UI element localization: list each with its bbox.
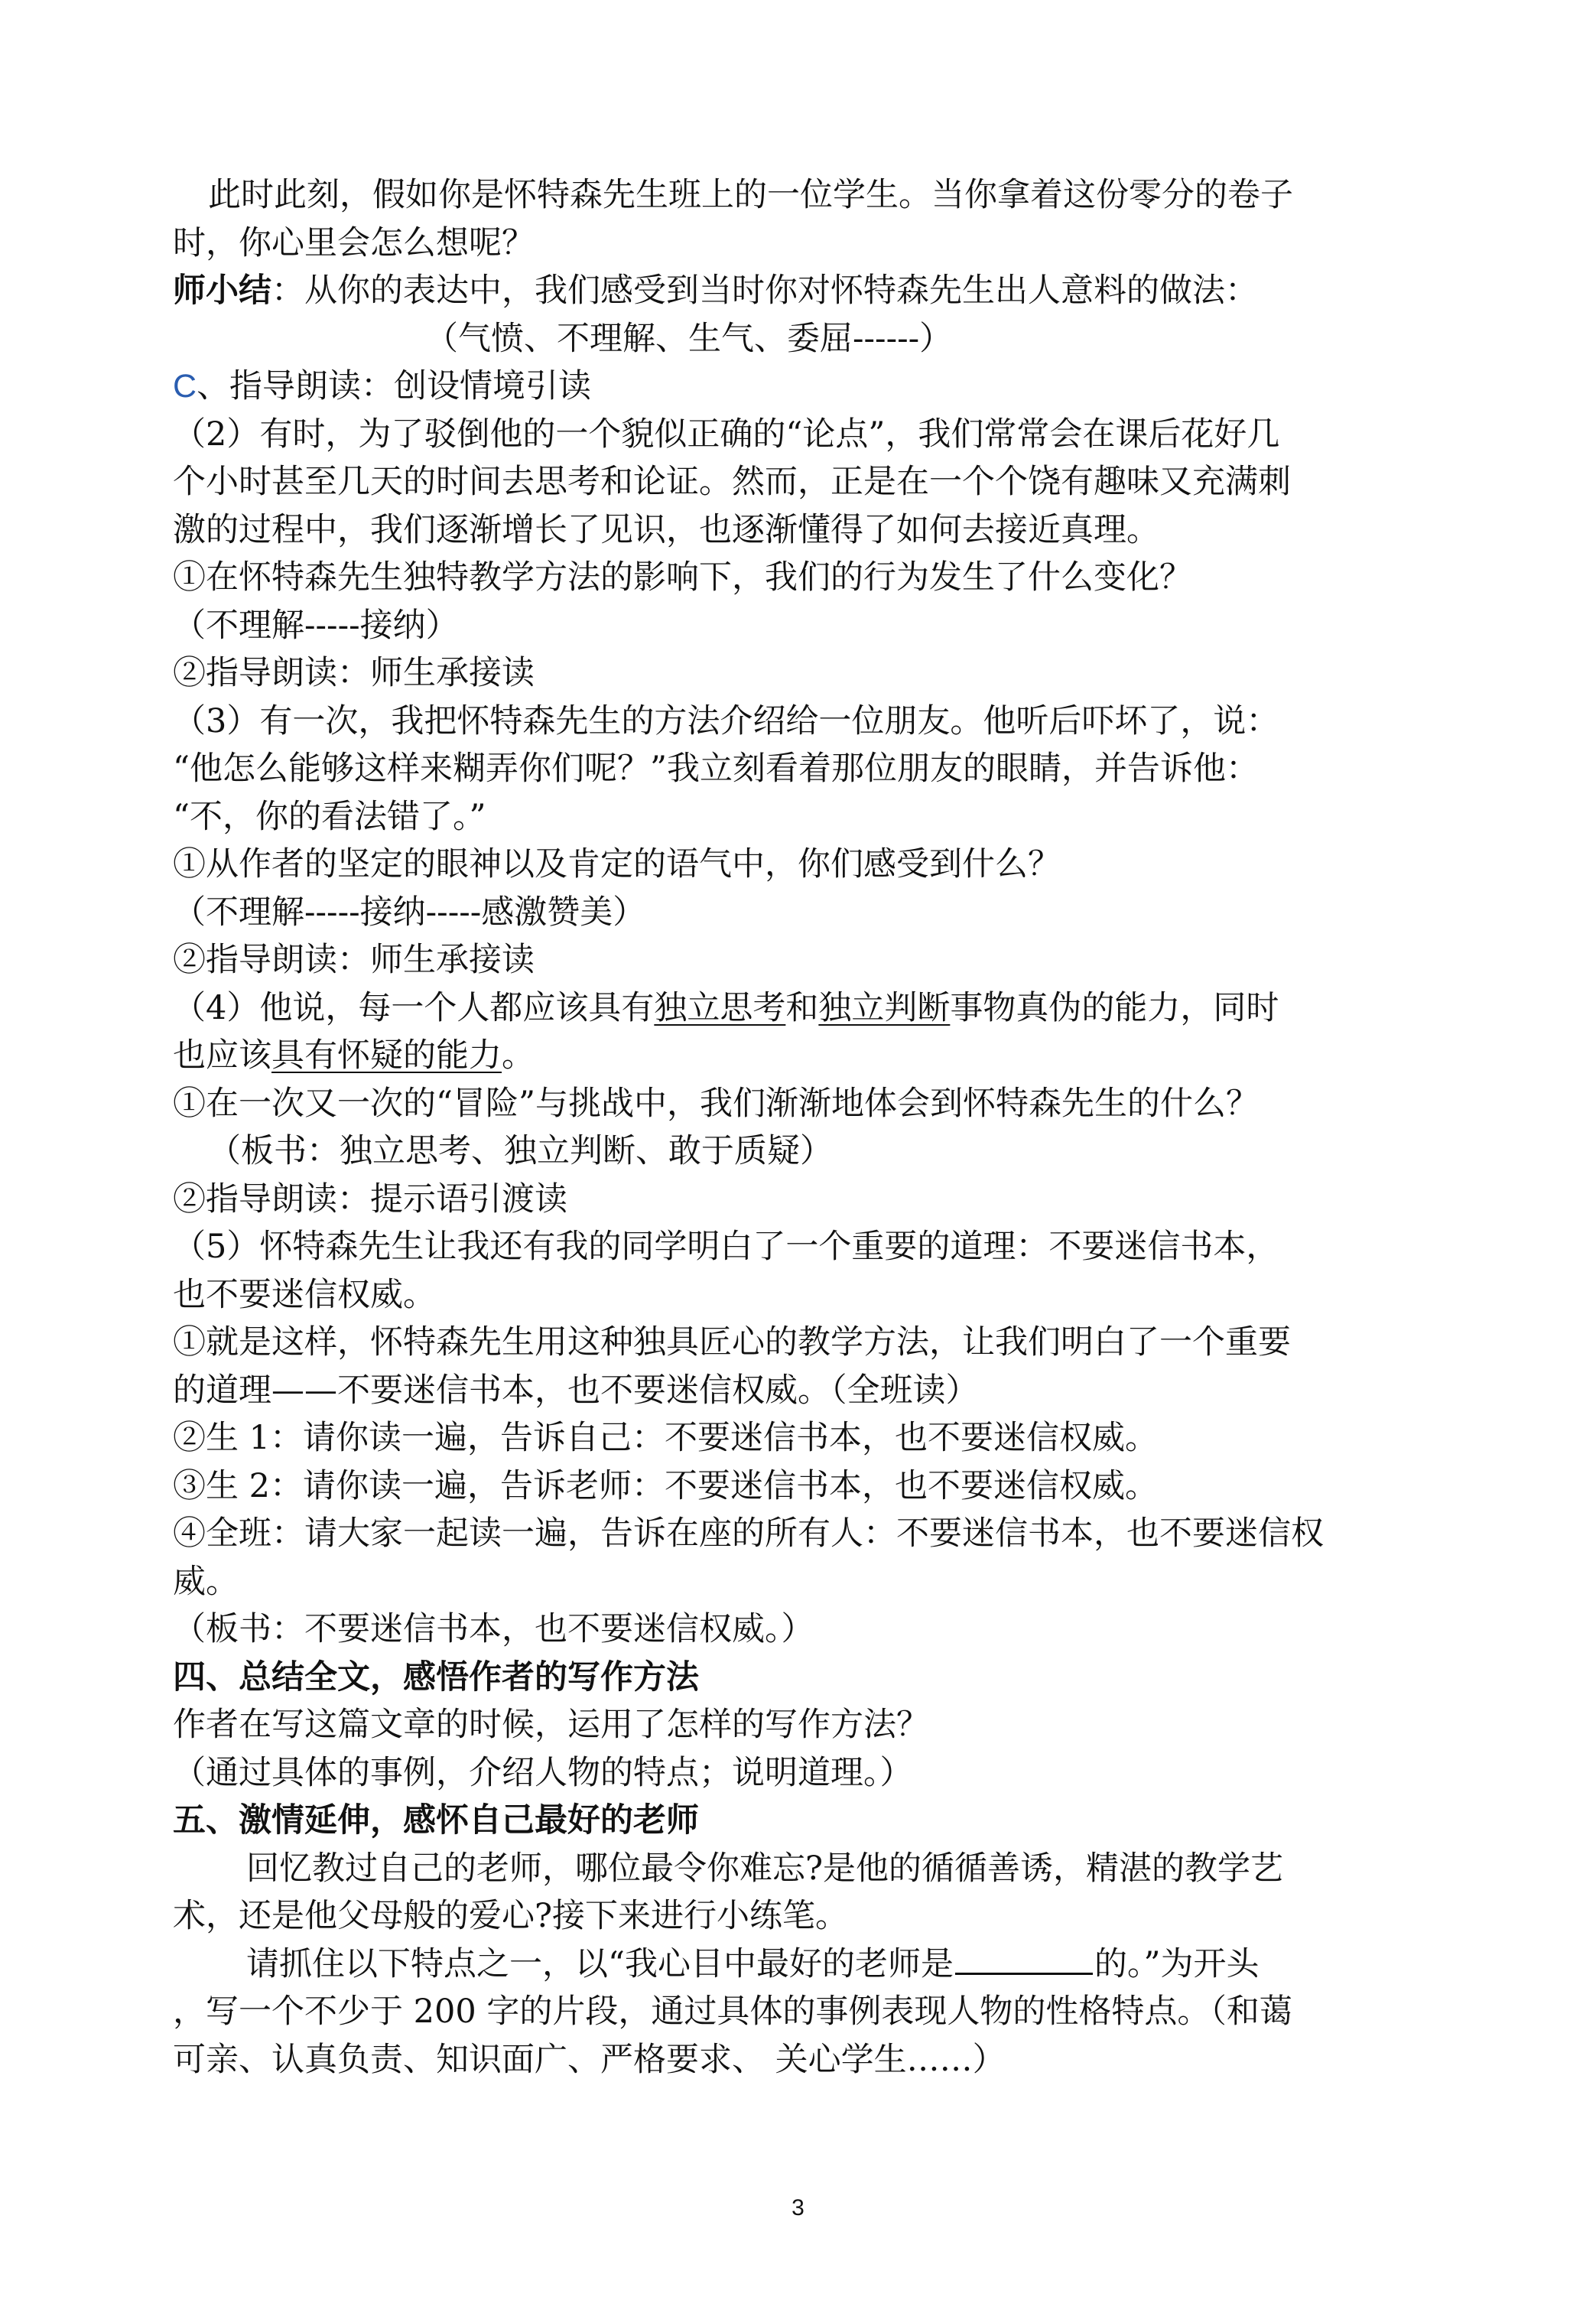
paragraph-line: 回忆教过自己的老师，哪位最令你难忘?是他的循循善诱，精湛的教学艺 [246, 1849, 1284, 1888]
paragraph-line [173, 984, 1427, 1033]
reading-line: ③生 2：请你读一遍，告诉老师：不要迷信书本，也不要迷信权威。 [173, 1466, 1159, 1505]
paragraph-line: （2）有时，为了驳倒他的一个貌似正确的“论点”，我们常常会在课后花好几 [173, 415, 1280, 454]
answer-line: （不理解-----接纳-----感激赞美） [173, 893, 646, 932]
answer-line: （不理解-----接纳） [173, 606, 459, 645]
blackboard-note: （板书：不要迷信书本，也不要迷信权威。） [173, 1610, 814, 1648]
text-segment: 请抓住以下特点之一，以“我心目中最好的老师是 [246, 1944, 954, 1983]
paragraph-line: 激的过程中，我们逐渐增长了见识，也逐渐懂得了如何去接近真理。 [173, 510, 1159, 549]
text-segment: 事物真伪的能力，同时 [950, 988, 1279, 1027]
answer-line: （通过具体的事例，介绍人物的特点；说明道理。） [173, 1753, 913, 1792]
underlined-phrase: 独立思考 [654, 988, 786, 1027]
paragraph-line: 术，还是他父母般的爱心?接下来进行小练笔。 [173, 1897, 849, 1935]
teacher-summary-text: ：从你的表达中，我们感受到当时你对怀特森先生出人意料的做法： [271, 272, 1258, 310]
paragraph-line: ，写一个不少于 200 字的片段，通过具体的事例表现人物的性格特点。（和蔼 [173, 1993, 1292, 2031]
teacher-summary-label: 师小结 [173, 272, 271, 310]
page-number: 3 [791, 2195, 805, 2220]
paragraph-line [173, 1032, 1427, 1080]
paragraph-line: 个小时甚至几天的时间去思考和论证。然而，正是在一个个饶有趣味又充满刺 [173, 463, 1291, 501]
fill-in-blank [955, 1942, 1093, 1975]
text-segment: 和 [785, 988, 819, 1027]
reading-guide-line: ②指导朗读：师生承接读 [173, 654, 535, 692]
blackboard-note: （板书：独立思考、独立判断、敢于质疑） [208, 1132, 833, 1170]
reading-line: ②生 1：请你读一遍，告诉自己：不要迷信书本，也不要迷信权威。 [173, 1419, 1159, 1457]
reading-line: 威。 [173, 1562, 239, 1601]
underlined-phrase: 独立判断 [818, 988, 951, 1027]
question-line: ①在一次又一次的“冒险”与挑战中，我们渐渐地体会到怀特森先生的什么？ [173, 1084, 1259, 1123]
paragraph-line: “不，你的看法错了。” [173, 797, 486, 836]
paragraph-line: 此时此刻，假如你是怀特森先生班上的一位学生。当你拿着这份零分的卷子 [208, 176, 1293, 214]
section-five-heading: 五、激情延伸，感怀自己最好的老师 [173, 1801, 699, 1840]
lesson-plan-body [173, 171, 1427, 2084]
paragraph-line: 也不要迷信权威。 [173, 1275, 436, 1314]
section-c-title: 、指导朗读：创设情境引读 [197, 367, 592, 405]
teacher-summary-line [173, 267, 1427, 315]
paragraph-line: 可亲、认真负责、知识面广、严格要求、 关心学生……） [173, 2040, 1006, 2079]
question-line: ①从作者的坚定的眼神以及肯定的语气中，你们感受到什么？ [173, 845, 1061, 883]
paragraph-line: （3）有一次，我把怀特森先生的方法介绍给一位朋友。他听后吓坏了，说： [173, 701, 1279, 740]
question-line: 作者在写这篇文章的时候，运用了怎样的写作方法？ [173, 1706, 929, 1744]
reading-guide-line: ②指导朗读：师生承接读 [173, 941, 535, 979]
section-c-letter: C [173, 368, 197, 405]
reading-line: ④全班：请大家一起读一遍，告诉在座的所有人：不要迷信书本，也不要迷信权 [173, 1514, 1324, 1553]
paragraph-line [173, 1941, 1427, 1989]
paragraph-line: 时，你心里会怎么想呢？ [173, 223, 535, 262]
text-segment: 。 [502, 1036, 535, 1075]
reading-guide-line: ②指导朗读：提示语引渡读 [173, 1179, 567, 1218]
summary-keywords: （气愤、不理解、生气、委屈------） [425, 319, 953, 358]
paragraph-line: “他怎么能够这样来糊弄你们呢？”我立刻看着那位朋友的眼睛，并告诉他： [173, 750, 1259, 788]
section-c-heading [173, 363, 1427, 411]
text-segment: 的。”为开头 [1094, 1944, 1260, 1983]
text-segment: 也应该 [173, 1036, 271, 1075]
paragraph-line: （5）怀特森先生让我还有我的同学明白了一个重要的道理：不要迷信书本， [173, 1228, 1279, 1266]
underlined-phrase: 具有怀疑的能力 [271, 1036, 502, 1075]
section-four-heading: 四、总结全文，感悟作者的写作方法 [173, 1657, 699, 1697]
text-segment: （4）他说，每一个人都应该具有 [173, 988, 655, 1027]
question-line: 的道理——不要迷信书本，也不要迷信权威。（全班读） [173, 1371, 979, 1410]
question-line: ①在怀特森先生独特教学方法的影响下，我们的行为发生了什么变化？ [173, 558, 1192, 597]
question-line: ①就是这样，怀特森先生用这种独具匠心的教学方法，让我们明白了一个重要 [173, 1323, 1291, 1361]
